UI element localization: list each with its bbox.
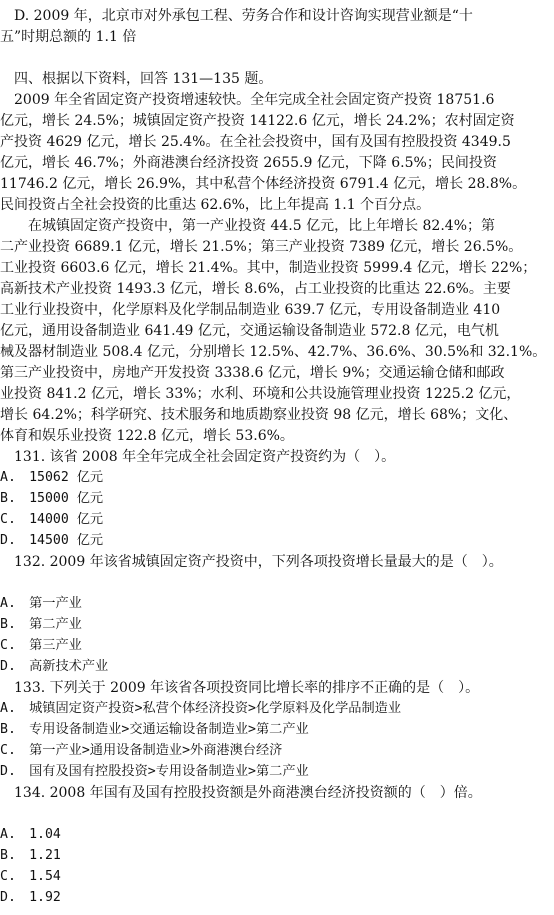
text-line: 体育和娱乐业投资 122.8 亿元，增长 53.6%。 — [0, 428, 294, 444]
text-line: 2009 年全省固定资产投资增速较快。全年完成全社会固定资产投资 18751.6 — [0, 92, 495, 108]
text-line: 工业行业投资中，化学原料及化学制品制造业 639.7 亿元，专用设备制造业 410 — [0, 302, 501, 318]
option-131-c: C. 14000 亿元 — [0, 512, 104, 527]
option-134-b: B. 1.21 — [0, 848, 61, 863]
option-132-a: A. 第一产业 — [0, 596, 82, 611]
question-133: 133. 下列关于 2009 年该省各项投资同比增长率的排序不正确的是（ ）。 — [0, 680, 480, 696]
question-132: 132. 2009 年该省城镇固定资产投资中，下列各项投资增长量最大的是（ ）。 — [0, 554, 503, 570]
text-line: 械及器材制造业 508.4 亿元，分别增长 12.5%、42.7%、36.6%、30.5%和 32.1%。 — [0, 344, 547, 360]
text-line: 民间投资占全社会投资的比重达 62.6%，比上年提高 1.1 个百分点。 — [0, 197, 431, 213]
text-line: 产投资 4629 亿元，增长 25.4%。在全社会投资中，国有及国有控股投资 4349.5 — [0, 134, 511, 150]
option-131-b: B. 15000 亿元 — [0, 491, 104, 506]
option-132-c: C. 第三产业 — [0, 638, 82, 653]
text-line: 二产业投资 6689.1 亿元，增长 21.5%；第三产业投资 7389 亿元，增长 26.5%。 — [0, 239, 523, 255]
text-line: 在城镇固定资产投资中，第一产业投资 44.5 亿元，比上年增长 82.4%；第 — [0, 218, 495, 234]
text-line: 亿元，通用设备制造业 641.49 亿元，交通运输设备制造业 572.8 亿元，电气机 — [0, 323, 499, 339]
text-line: 亿元，增长 24.5%；城镇固定资产投资 14122.6 亿元，增长 24.2%；农村固定资 — [0, 113, 515, 129]
question-131: 131. 该省 2008 年全年完成全社会固定资产投资约为（ ）。 — [0, 449, 396, 465]
option-133-b: B. 专用设备制造业>交通运输设备制造业>第二产业 — [0, 722, 309, 737]
section-heading: 四、根据以下资料，回答 131—135 题。 — [0, 71, 273, 87]
text-line: 亿元，增长 46.7%；外商港澳台经济投资 2655.9 亿元，下降 6.5%；民间投资 — [0, 155, 497, 171]
option-132-b: B. 第二产业 — [0, 617, 82, 632]
option-133-c: C. 第一产业>通用设备制造业>外商港澳台经济 — [0, 743, 283, 758]
text-line: 工业投资 6603.6 亿元，增长 21.4%。其中，制造业投资 5999.4 亿元，增长 22%； — [0, 260, 537, 276]
text-line: 业投资 841.2 亿元，增长 33%；水利、环境和公共设施管理业投资 1225.2 亿元， — [0, 386, 521, 402]
text-line: D. 2009 年，北京市对外承包工程、劳务合作和设计咨询实现营业额是“十 — [0, 8, 473, 24]
option-134-c: C. 1.54 — [0, 869, 61, 884]
option-134-a: A. 1.04 — [0, 827, 61, 842]
option-131-d: D. 14500 亿元 — [0, 533, 104, 548]
text-line: 增长 64.2%；科学研究、技术服务和地质勘察业投资 98 亿元，增长 68%；文化、 — [0, 407, 518, 423]
option-132-d: D. 高新技术产业 — [0, 659, 109, 674]
text-line: 五”时期总额的 1.1 倍 — [0, 29, 137, 45]
text-line: 11746.2 亿元，增长 26.9%，其中私营个体经济投资 6791.4 亿元，增长 28.8%。 — [0, 176, 527, 192]
question-134: 134. 2008 年国有及国有控股投资额是外商港澳台经济投资额的（ ）倍。 — [0, 785, 482, 801]
text-line: 高新技术产业投资 1493.3 亿元，增长 8.6%，占工业投资的比重达 22.6%。主要 — [0, 281, 511, 297]
text-line: 第三产业投资中，房地产开发投资 3338.6 亿元，增长 9%；交通运输仓储和邮政 — [0, 365, 505, 381]
option-134-d: D. 1.92 — [0, 890, 61, 905]
option-133-d: D. 国有及国有控股投资>专用设备制造业>第二产业 — [0, 764, 309, 779]
option-133-a: A. 城镇固定资产投资>私营个体经济投资>化学原料及化学品制造业 — [0, 701, 402, 716]
option-131-a: A. 15062 亿元 — [0, 470, 104, 485]
